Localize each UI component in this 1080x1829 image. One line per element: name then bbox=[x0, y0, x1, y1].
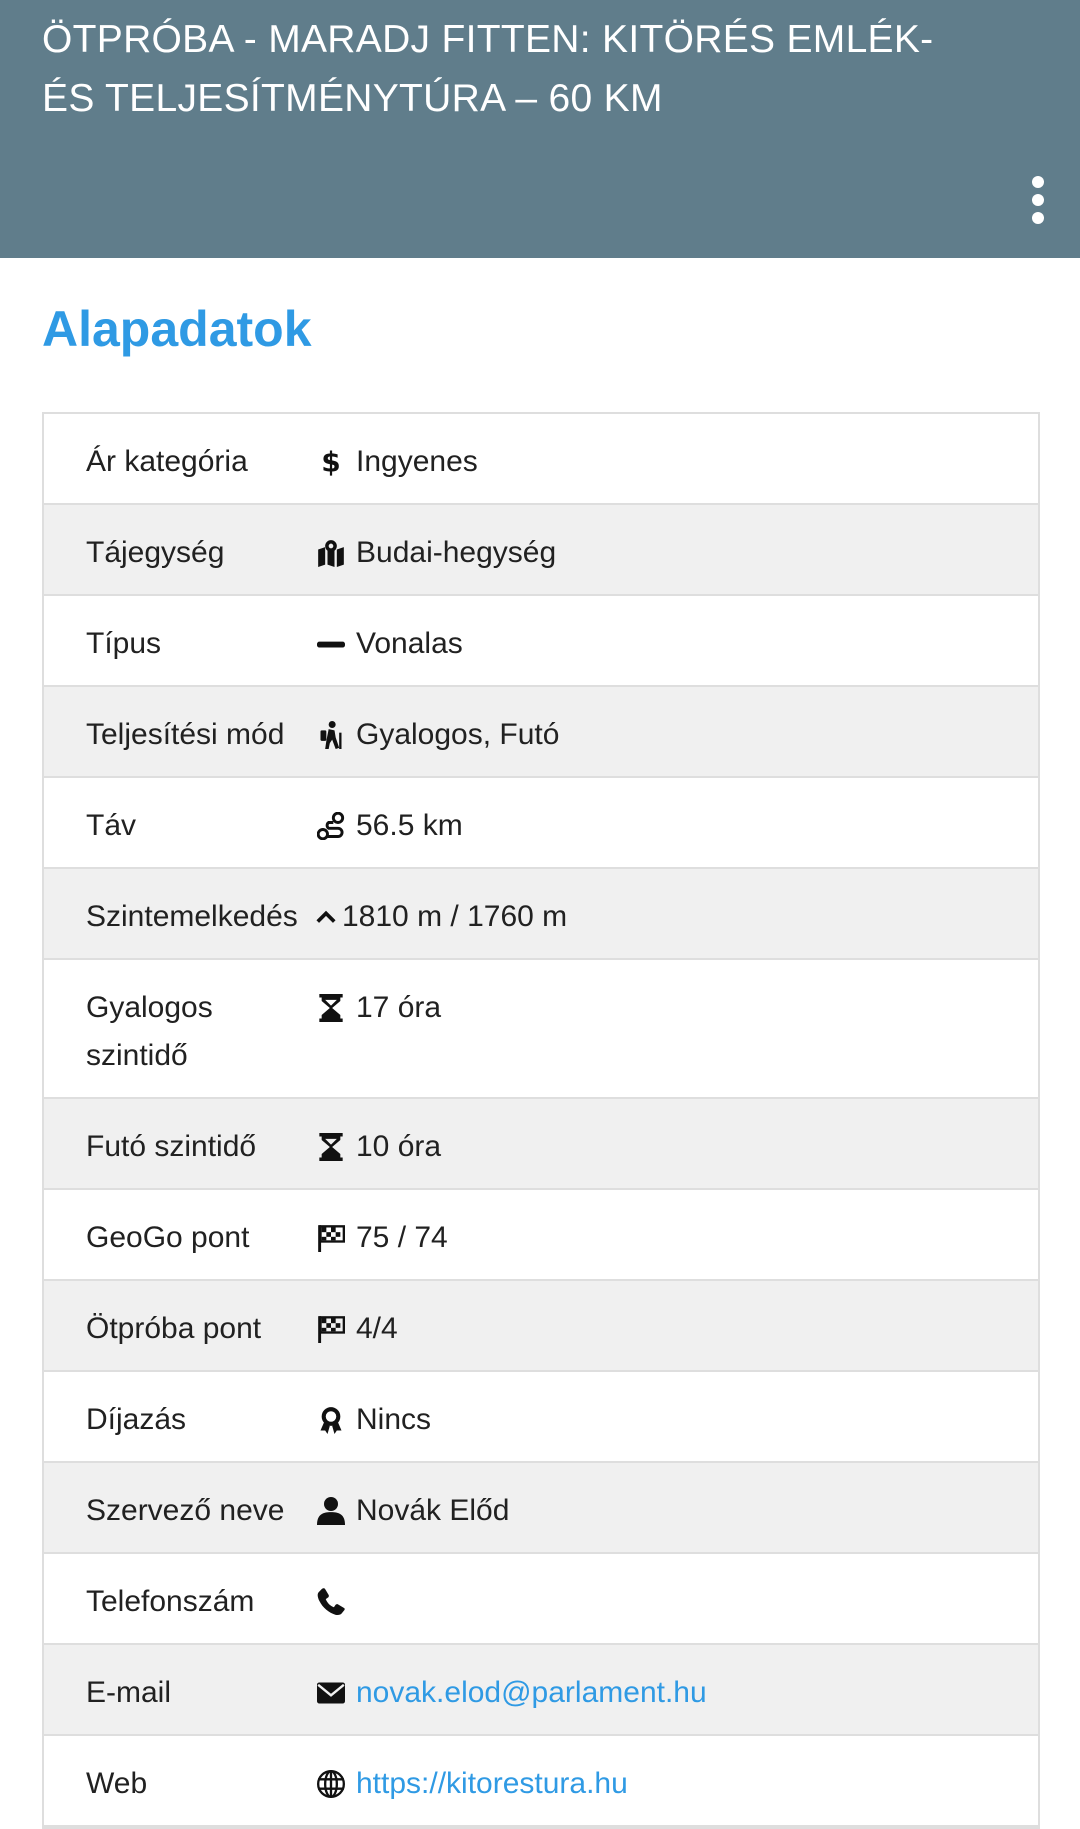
row-label: Szintemelkedés bbox=[86, 900, 298, 933]
award-icon bbox=[314, 1396, 348, 1444]
row-value-cell bbox=[314, 869, 1038, 958]
minus-icon bbox=[314, 620, 348, 668]
dollar-icon bbox=[314, 438, 348, 486]
checkered-flag-icon bbox=[314, 1214, 348, 1262]
more-options-button[interactable] bbox=[1016, 170, 1060, 230]
row-label: Díjazás bbox=[86, 1403, 187, 1436]
table-row bbox=[44, 1645, 1038, 1736]
row-value: 10 óra bbox=[356, 1130, 442, 1163]
table-row bbox=[44, 1281, 1038, 1372]
hourglass-icon bbox=[314, 984, 348, 1032]
table-row bbox=[44, 1372, 1038, 1463]
svg-text:$: $ bbox=[321, 448, 341, 476]
row-value-cell bbox=[314, 1645, 1038, 1734]
envelope-icon bbox=[314, 1669, 348, 1717]
more-vert-icon bbox=[1032, 176, 1044, 188]
row-label: Ár kategória bbox=[86, 445, 248, 478]
row-value: 4/4 bbox=[356, 1312, 398, 1345]
row-value: 56.5 km bbox=[356, 809, 463, 842]
row-label: Táv bbox=[86, 809, 137, 842]
table-row bbox=[44, 505, 1038, 596]
row-label: Gyalogos szintidő bbox=[86, 991, 213, 1072]
chevron-up-icon bbox=[314, 893, 338, 941]
table-row bbox=[44, 1736, 1038, 1827]
row-value-cell bbox=[314, 960, 1038, 1097]
row-value-cell bbox=[314, 414, 1038, 503]
row-value: Gyalogos, Futó bbox=[356, 718, 560, 751]
row-label: Típus bbox=[86, 627, 162, 660]
row-label: Tájegység bbox=[86, 536, 225, 569]
row-value-cell bbox=[314, 1463, 1038, 1552]
app-bar bbox=[0, 0, 1080, 258]
row-value-cell bbox=[314, 778, 1038, 867]
row-label: Szervező neve bbox=[86, 1494, 285, 1527]
email-link[interactable]: novak.elod@parlament.hu bbox=[356, 1676, 707, 1709]
route-icon bbox=[314, 802, 348, 850]
row-value-cell bbox=[314, 1099, 1038, 1188]
row-label: Web bbox=[86, 1767, 148, 1800]
hiking-icon bbox=[314, 711, 348, 759]
row-value: 75 / 74 bbox=[356, 1221, 448, 1254]
row-value-cell bbox=[314, 1736, 1038, 1825]
row-label: E-mail bbox=[86, 1676, 172, 1709]
row-value: Nincs bbox=[356, 1403, 432, 1436]
row-label: GeoGo pont bbox=[86, 1221, 250, 1254]
table-row bbox=[44, 414, 1038, 505]
table-row bbox=[44, 596, 1038, 687]
row-value: Ingyenes bbox=[356, 445, 478, 478]
table-row bbox=[44, 960, 1038, 1099]
map-marker-icon bbox=[314, 529, 348, 577]
row-value-cell bbox=[314, 1372, 1038, 1461]
row-label: Futó szintidő bbox=[86, 1130, 257, 1163]
phone-icon[interactable] bbox=[314, 1578, 348, 1626]
row-label: Telefonszám bbox=[86, 1585, 255, 1618]
table-row bbox=[44, 778, 1038, 869]
row-label: Ötpróba pont bbox=[86, 1312, 262, 1345]
row-value: 17 óra bbox=[356, 991, 442, 1024]
row-value: Novák Előd bbox=[356, 1494, 510, 1527]
hourglass-icon bbox=[314, 1123, 348, 1171]
row-value: 1810 m / 1760 m bbox=[342, 900, 568, 933]
row-label: Teljesítési mód bbox=[86, 718, 285, 751]
section-title: Alapadatok bbox=[42, 301, 312, 357]
table-row bbox=[44, 1099, 1038, 1190]
page-title: ÖTPRÓBA - MARADJ FITTEN: KITÖRÉS EMLÉK- ÉS TELJESÍTMÉNYTÚRA – 60 KM bbox=[42, 18, 934, 120]
checkered-flag-icon bbox=[314, 1305, 348, 1353]
row-value-cell bbox=[314, 1190, 1038, 1279]
row-value-cell bbox=[314, 505, 1038, 594]
table-row bbox=[44, 1463, 1038, 1554]
details-table bbox=[42, 412, 1040, 1829]
row-value-cell bbox=[314, 687, 1038, 776]
row-value-cell bbox=[314, 1554, 1038, 1643]
table-row bbox=[44, 1554, 1038, 1645]
table-row bbox=[44, 869, 1038, 960]
user-icon bbox=[314, 1487, 348, 1535]
row-value-cell bbox=[314, 596, 1038, 685]
row-value-cell bbox=[314, 1281, 1038, 1370]
globe-icon bbox=[314, 1760, 348, 1808]
table-row bbox=[44, 687, 1038, 778]
row-value: Budai-hegység bbox=[356, 536, 557, 569]
row-value: Vonalas bbox=[356, 627, 463, 660]
table-row bbox=[44, 1190, 1038, 1281]
web-link[interactable]: https://kitorestura.hu bbox=[356, 1767, 628, 1800]
